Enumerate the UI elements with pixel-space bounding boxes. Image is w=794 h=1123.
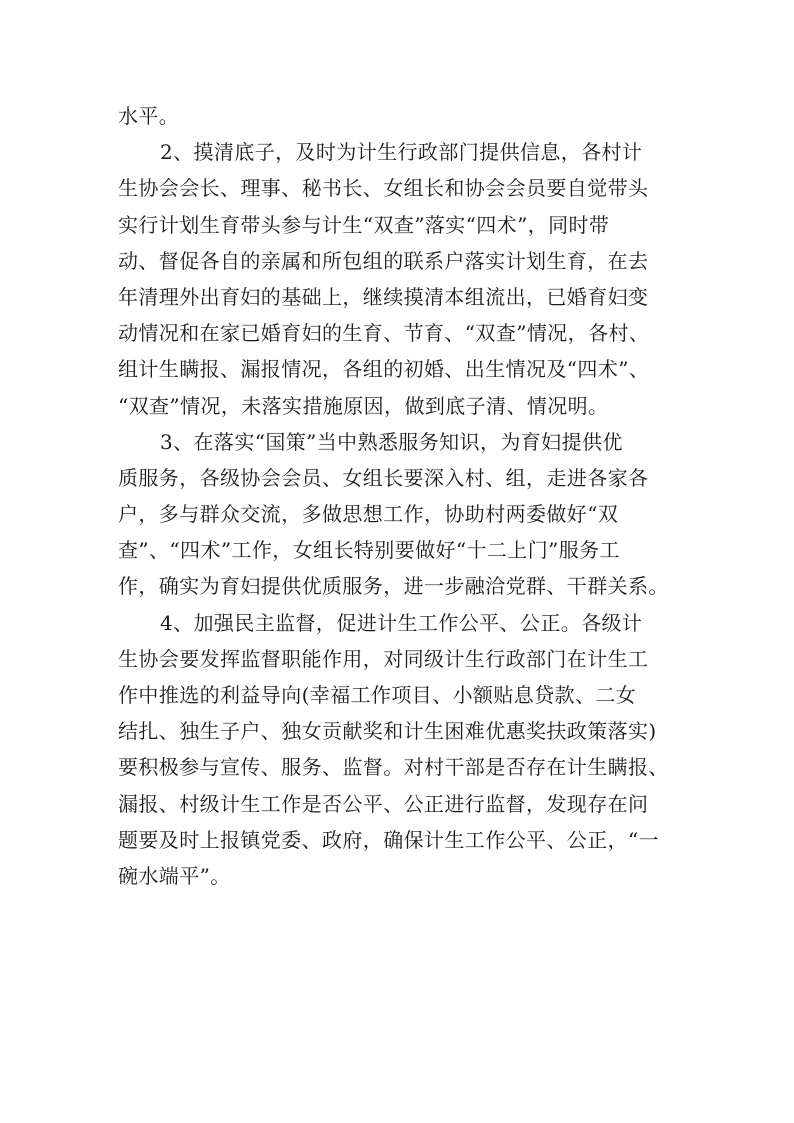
text-line: 题要及时上报镇党委、政府，确保计生工作公平、公正，“一 <box>118 827 660 852</box>
text-line: 作，确实为育妇提供优质服务，进一步融洽党群、干群关系。 <box>118 574 669 599</box>
text-line: 水平。 <box>118 104 180 128</box>
text-line: 年清理外出育妇的基础上，继续摸清本组流出，已婚育妇变 <box>118 284 649 309</box>
text-line: 作中推选的利益导向(幸福工作项目、小额贴息贷款、二女 <box>118 683 637 707</box>
text-line: 2、摸清底子，及时为计生行政部门提供信息，各村计 <box>160 140 643 165</box>
text-line: 组计生瞒报、漏报情况，各组的初婚、出生情况及“四术”、 <box>118 357 650 382</box>
text-line: 质服务，各级协会会员、女组长要深入村、组，走进各家各 <box>118 465 649 490</box>
text-line: 要积极参与宣传、服务、监督。对村干部是否存在计生瞒报、 <box>118 755 669 780</box>
text-line: 生协会会长、理事、秘书长、女组长和协会会员要自觉带头 <box>118 176 649 201</box>
text-line: 动、督促各自的亲属和所包组的联系户落实计划生育，在去 <box>118 248 649 273</box>
text-line: 生协会要发挥监督职能作用，对同级计生行政部门在计生工 <box>118 646 649 671</box>
text-line: 4、加强民主监督，促进计生工作公平、公正。各级计 <box>160 610 643 635</box>
text-line: 漏报、村级计生工作是否公平、公正进行监督，发现存在问 <box>118 791 649 816</box>
text-line: 动情况和在家已婚育妇的生育、节育、“双查”情况，各村、 <box>118 321 650 346</box>
text-line: “双查”情况，未落实措施原因，做到底子清、情况明。 <box>118 393 609 418</box>
text-line: 查”、“四术”工作，女组长特别要做好“十二上门”服务工 <box>118 538 620 563</box>
text-line: 3、在落实“国策”当中熟悉服务知识，为育妇提供优 <box>160 429 623 454</box>
text-line: 碗水端平”。 <box>118 863 231 888</box>
text-line: 户，多与群众交流，多做思想工作，协助村两委做好“双 <box>118 502 619 527</box>
body-text <box>118 98 678 894</box>
text-line: 结扎、独生子户、独女贡献奖和计生困难优惠奖扶政策落实) <box>118 719 657 744</box>
text-line: 实行计划生育带头参与计生“双查”落实“四术”，同时带 <box>118 212 610 237</box>
